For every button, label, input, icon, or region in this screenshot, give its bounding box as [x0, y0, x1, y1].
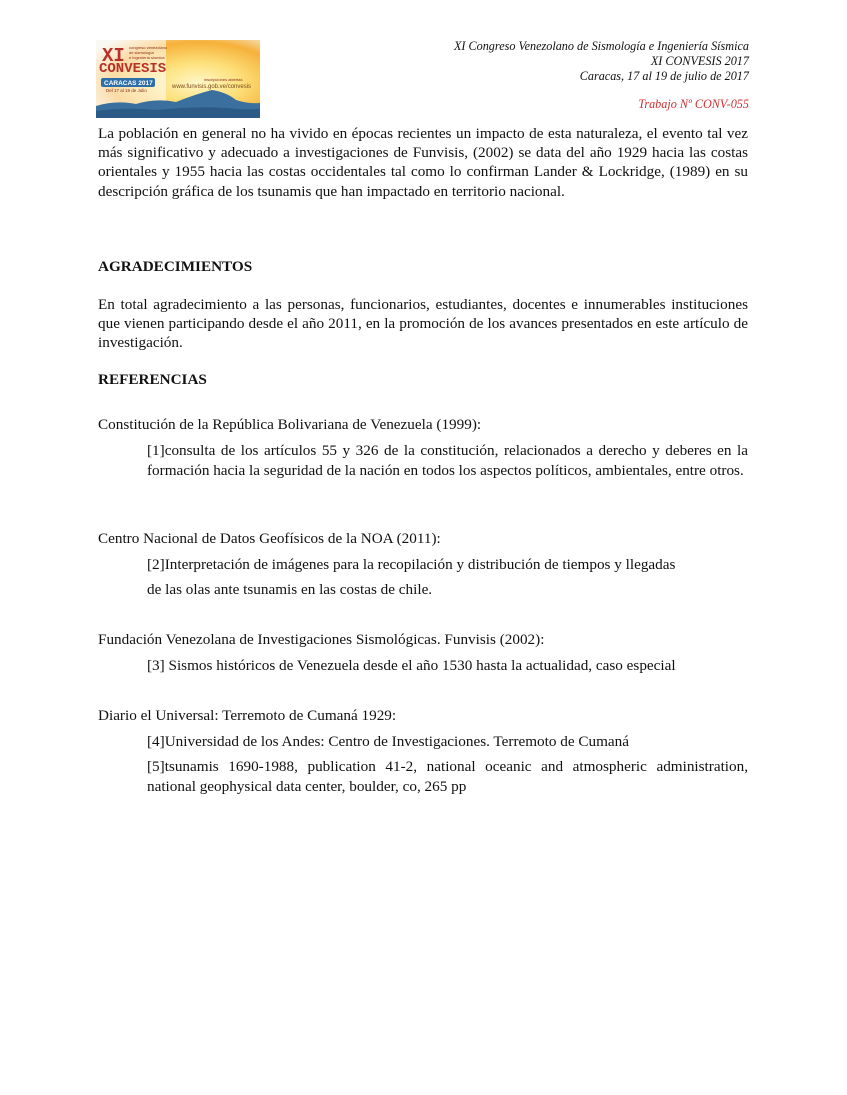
svg-text:Del 17 al 19 de Julio: Del 17 al 19 de Julio	[106, 88, 147, 93]
reference-item: de las olas ante tsunamis en las costas de chile.	[147, 581, 433, 598]
reference-source: Centro Nacional de Datos Geofísicos de la NOA (2011):	[98, 530, 441, 547]
conference-short-name: XI CONVESIS 2017	[650, 54, 749, 68]
svg-text:de sismología: de sismología	[129, 50, 154, 55]
reference-item: [1]consulta de los artículos 55 y 326 de la constitución, relacionados a derecho y deberes en la formación hacia la seguridad de la nación en todos los aspectos políticos, ambientales, entre otros.	[147, 442, 748, 479]
reference-item: [5]tsunamis 1690-1988, publication 41-2, national oceanic and atmospheric administration, national geophysical data center, boulder, co, 265 pp	[147, 758, 748, 795]
acknowledgements-heading: AGRADECIMIENTOS	[98, 258, 253, 275]
reference-item: [2]Interpretación de imágenes para la recopilación y distribución de tiempos y llegadas	[147, 556, 676, 573]
conference-title: XI Congreso Venezolano de Sismología e Ingeniería Sísmica	[453, 39, 749, 53]
reference-source: Diario el Universal: Terremoto de Cumaná 1929:	[98, 707, 397, 724]
logo-city-badge: CARACAS 2017	[104, 80, 153, 87]
conference-dates: Caracas, 17 al 19 de julio de 2017	[579, 69, 749, 83]
reference-source: Constitución de la República Bolivariana de Venezuela (1999):	[98, 416, 482, 433]
acknowledgements-text: En total agradecimiento a las personas, funcionarios, estudiantes, docentes e innumerables instituciones que vienen participando desde el año 2011, en la promoción de los avances presentados en este artículo de investigación.	[98, 296, 748, 352]
svg-text:e ingeniería sísmica: e ingeniería sísmica	[129, 55, 165, 60]
reference-item: [4]Universidad de los Andes: Centro de Investigaciones. Terremoto de Cumaná	[147, 733, 630, 750]
intro-paragraph: La población en general no ha vivido en épocas recientes un impacto de esta naturaleza, el evento tal vez más significativo y adecuado a investigaciones de Funvisis, (2002) se data del año 1929 hacia las costas orientales y 1955 hacia las costas occidentales tal como lo confirman Lander & Lockridge, (1989) en su descripción gráfica de los tsunamis que han impactado en territorio nacional.	[98, 125, 748, 200]
convesis-logo	[96, 40, 260, 118]
reference-item: [3] Sismos históricos de Venezuela desde el año 1530 hasta la actualidad, caso especial	[147, 657, 676, 674]
logo-graphic	[96, 40, 260, 118]
svg-text:congreso venezolano: congreso venezolano	[129, 45, 168, 50]
logo-convesis: CONVESIS	[99, 61, 167, 77]
logo-url: www.funvisis.gob.ve/convesis	[172, 84, 252, 90]
references-heading: REFERENCIAS	[98, 371, 207, 388]
work-number: Trabajo Nº CONV-055	[638, 97, 749, 111]
reference-source: Fundación Venezolana de Investigaciones Sismológicas. Funvisis (2002):	[98, 631, 545, 648]
svg-text:inscripciones abiertas: inscripciones abiertas	[204, 77, 243, 82]
logo-xi: XI	[102, 45, 125, 67]
conference-header	[454, 39, 749, 112]
